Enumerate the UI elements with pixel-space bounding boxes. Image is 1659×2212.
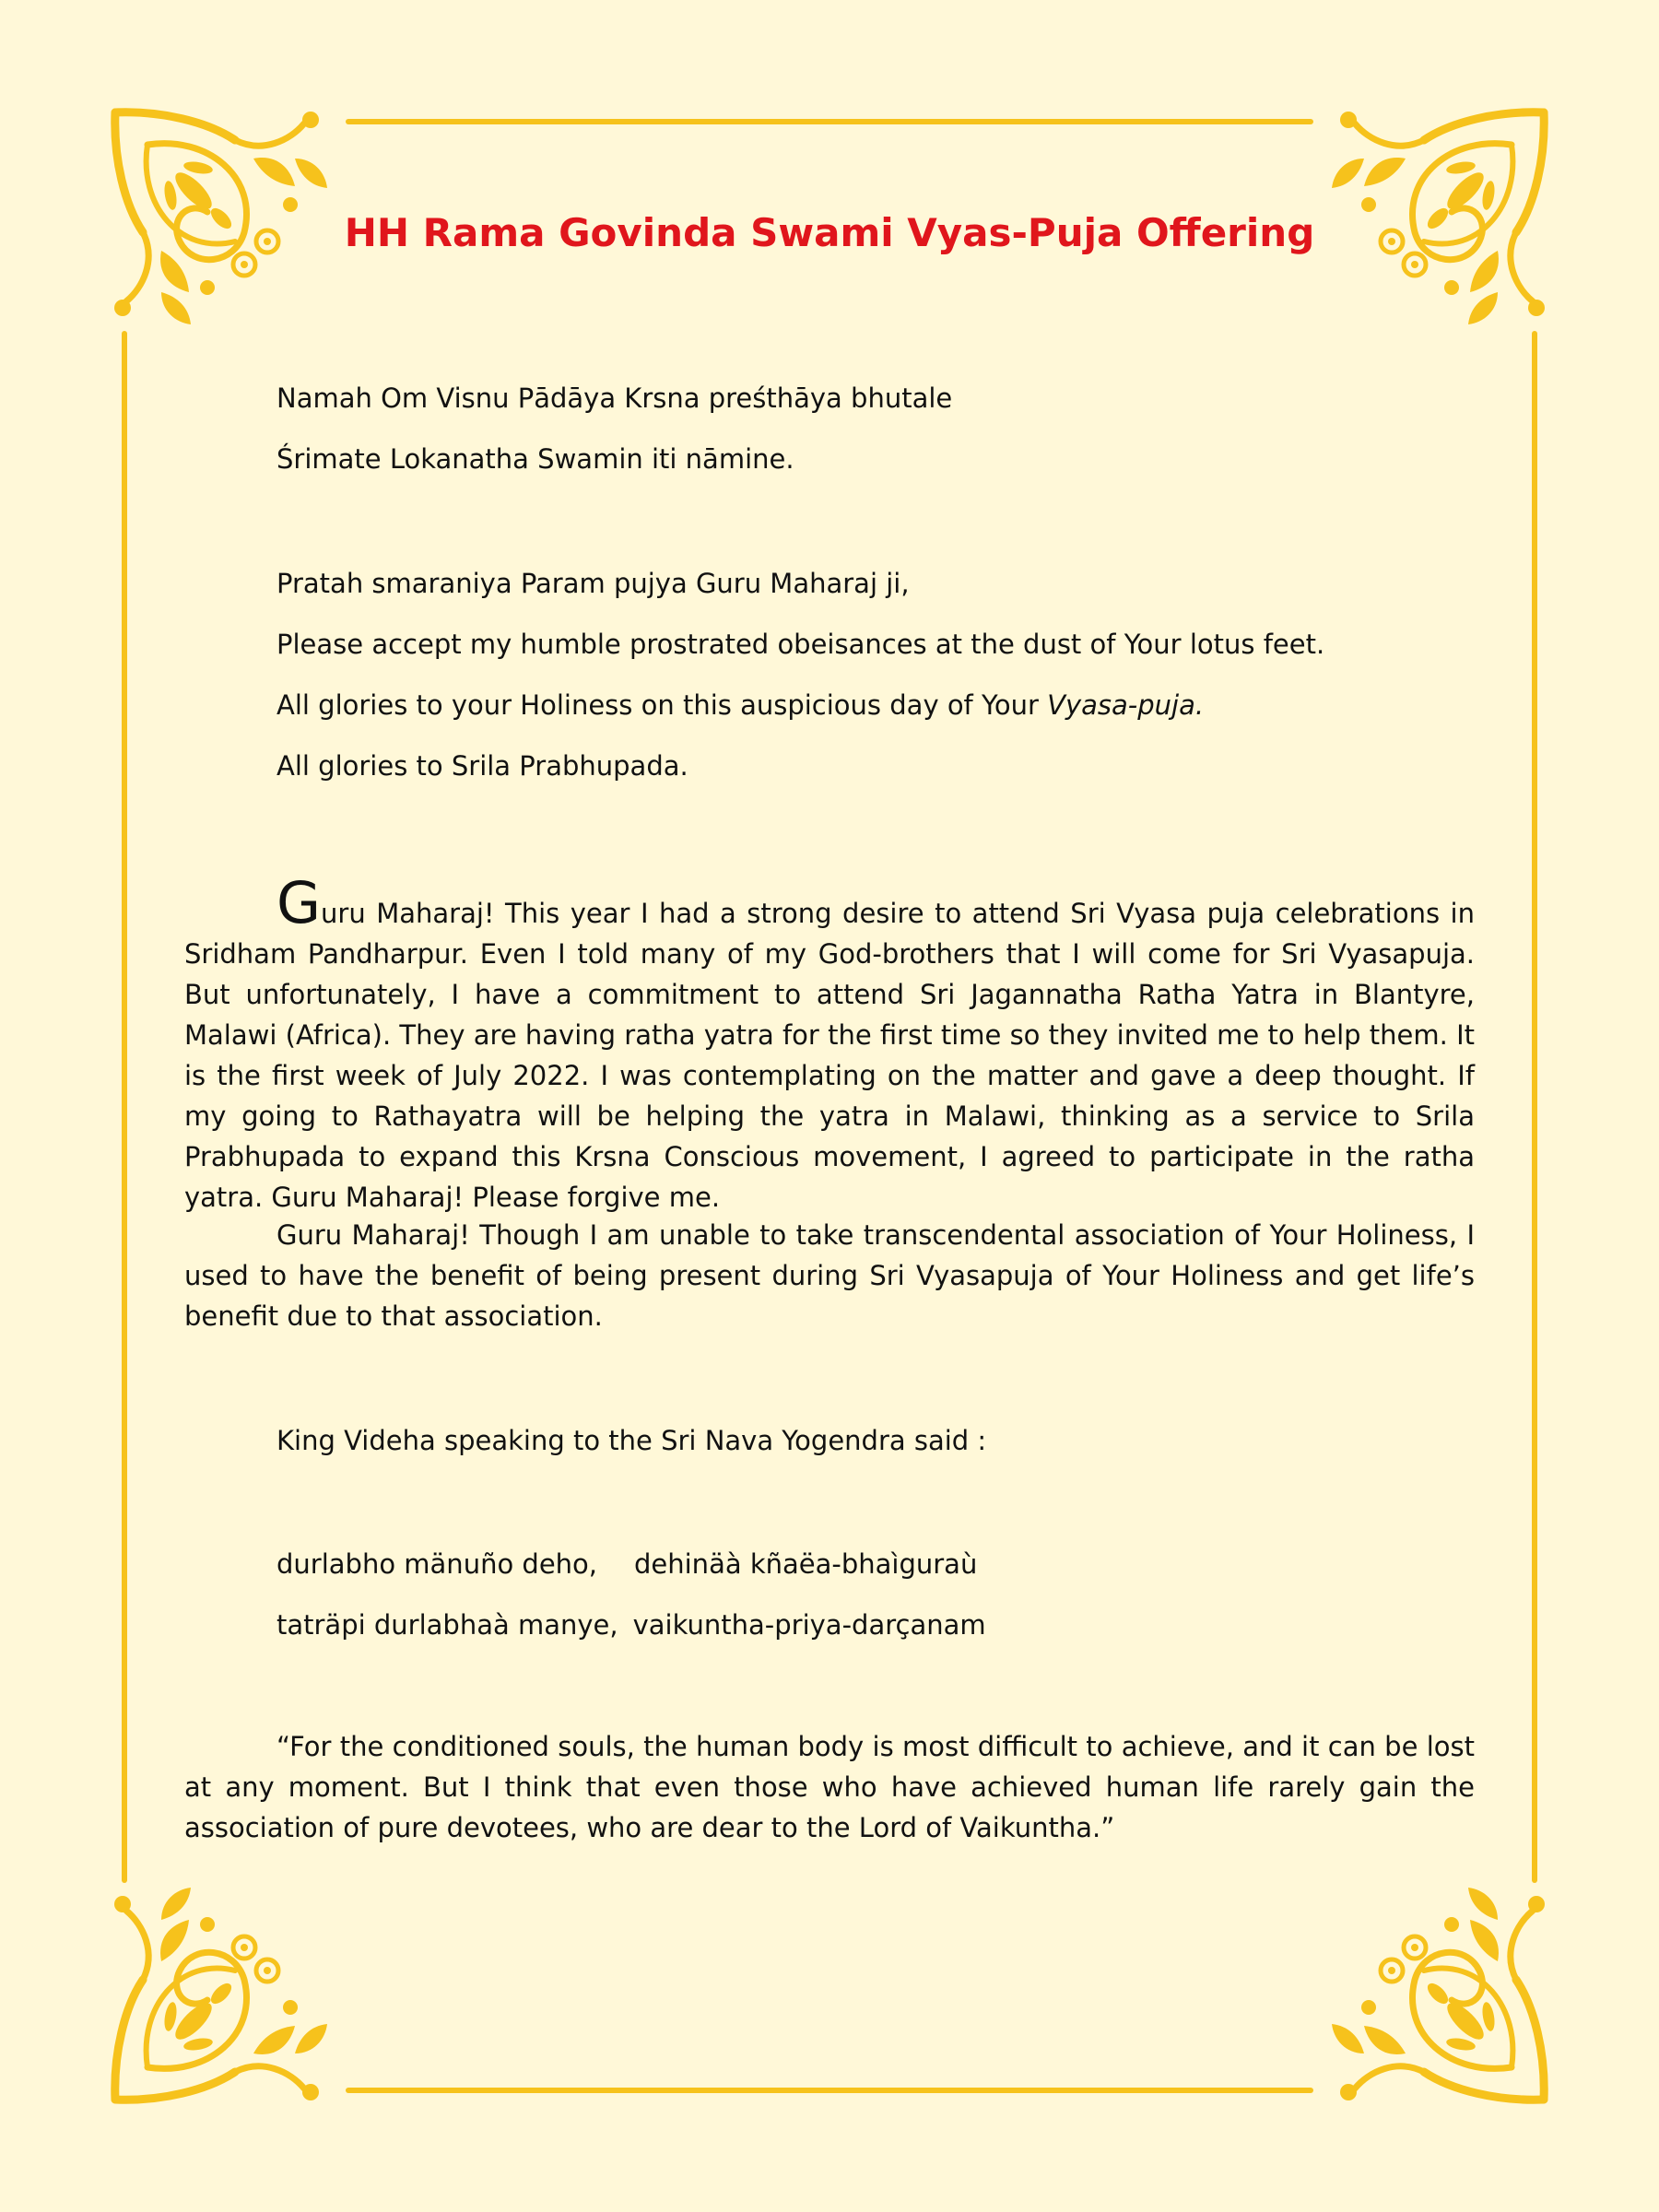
salutation-line-3-text: All glories to your Holiness on this auspicious day of Your: [276, 689, 1048, 721]
page-title: HH Rama Govinda Swami Vyas-Puja Offering: [344, 210, 1315, 255]
translation-text: “For the conditioned souls, the human body is most difficult to achieve, and it can be lost at any moment. But I think that even those who have achieved human life rarely gain the association of pure devotees, who are dear to the Lord of Vaikuntha.”: [184, 1731, 1475, 1843]
paragraph-2: [184, 1215, 1475, 1336]
translation-paragraph: [184, 1726, 1475, 1848]
paragraph-1-text: uru Maharaj! This year I had a strong desire to attend Sri Vyasa puja celebrations in Sridham Pandharpur. Even I told many of my God-brothers that I will come for Sri Vyasapuja. But unfortunately, I have a commitment to attend Sri Jagannatha Ratha Yatra in Blantyre, Malawi (Africa). They are having ratha yatra for the first time so they invited me to help them. It is the first week of July 2022. I was contemplating on the matter and gave a deep thought. If my going to Rathayatra will be helping the yatra in Malawi, thinking as a service to Srila Prabhupada to expand this Krsna Conscious movement, I agreed to participate in the ratha yatra. Guru Maharaj! Please forgive me.: [184, 898, 1475, 1213]
verse-line-1b: dehinäà kñaëa-bhaìguraù: [634, 1548, 978, 1580]
salutation-line-1: Pratah smaraniya Param pujya Guru Maharaj ji,: [276, 568, 910, 599]
salutation-line-3: [276, 687, 1204, 724]
verse-line-2a: taträpi durlabhaà manye,: [276, 1609, 618, 1641]
salutation-line-4: All glories to Srila Prabhupada.: [276, 750, 688, 782]
paragraph-1: [184, 869, 1475, 1218]
king-videha-line: King Videha speaking to the Sri Nava Yogendra said :: [276, 1425, 987, 1456]
drop-cap: G: [276, 869, 322, 936]
paragraph-2-text: Guru Maharaj! Though I am unable to take transcendental association of Your Holiness, I used to have the benefit of being present during Sri Vyasapuja of Your Holiness and get life’s benefit due to that association.: [184, 1219, 1475, 1332]
verse-line-1: [276, 1546, 977, 1583]
salutation-line-2: Please accept my humble prostrated obeisances at the dust of Your lotus feet.: [276, 629, 1325, 660]
verse-line-2: [276, 1606, 986, 1643]
vyasa-puja-italic: Vyasa-puja.: [1047, 689, 1205, 721]
pranam-line-2: Śrimate Lokanatha Swamin iti nāmine.: [276, 443, 794, 475]
verse-line-2b: vaikuntha-priya-darçanam: [632, 1609, 986, 1641]
verse-line-1a: durlabho mänuño deho,: [276, 1548, 597, 1580]
pranam-line-1: Namah Om Visnu Pādāya Krsna preśthāya bhutale: [276, 382, 953, 414]
